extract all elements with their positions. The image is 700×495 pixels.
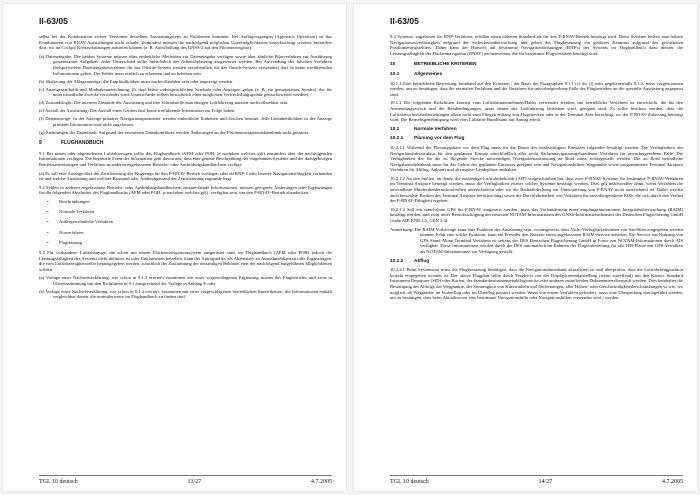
document-id: II-63/05: [39, 16, 68, 26]
section-title: FLUGHANDBUCH: [61, 140, 104, 147]
paragraph: 9.4 Systeme, zugelassen für RNP-Verfahren, erfüllen einen höheren Standard als für den P-RNAV-Betrieb benötigt wird. Diese Systeme liefern eine höhere Navigationszuverlässigkeit aufgrund der Sicherheitsüberwachung und geben der Flugbesatzung ein größeres Kenntnis aufgrund des geschätzten Positionierungsfehlers. Daher kann der Hinweis auf bestimmte Navigationsleistungen (RNP's) des Systems im Flughandbuch dazu dienen, die Leistungsfähigkeit der Flächennavigation (RNAV) nachzuweisen, die für bestimmte Flugverfahren benötigt wird.: [390, 34, 683, 56]
subsection-heading: [390, 72, 683, 78]
subsection-heading: [390, 136, 683, 142]
paragraph: 9.1 Bei neuen oder abgeänderten Luftfahrzeugen sollte das Flughandbuch (AFM oder POH, je nachdem welches gilt) zumindest über die nachfolgenden Informationen verfügen. Die begrenzte Form der Information geht davon aus, dass eine genaue Beschreibung der eingebauten Systeme und der dazugehörigen Betriebsanweisungen und Verfahren in anderen zugelassenen Betriebs- oder Ausbildungshandbüchern verfügt:: [39, 150, 332, 168]
page-footer: [390, 475, 683, 485]
section-number: 9: [39, 140, 42, 147]
section-title: Normale Verfahren: [414, 126, 457, 132]
bullet-item: • Flugleistung: [39, 240, 332, 246]
section-number: 10.2.1: [390, 136, 404, 142]
paragraph: 10.1.2 Die folgenden Richtlinien können vom Luftfahrtunternehmen/Halter verwendet werden, um betriebliche Verfahren zu entwickeln, die für den Anwendungszweck und die Randbedingungen, unter denen das Luftfahrzeug betrieben wird, geeignet sind. Es sollte beachtet werden, dass die Luftfahrtsicherheitsbeziehungen allein nicht zum Fliegen entlang von Flugstrecken oder in der Terminal Area berechtigt; wo der P-RNAV-Zulassung benötigt wird. Die Betriebsgenehmigung wird vom Luftfahrt-Bundesamt auf Antrag erteilt.: [390, 100, 683, 123]
section-title: Planung vor dem Flug: [414, 136, 465, 142]
section-title: Abflug: [414, 258, 430, 264]
page-content: [390, 34, 683, 304]
paragraph: (a) Es soll eine Aussage über die Zertifizierung des Flugzeugs für den P-RNAV-Betrieb vorliegen oder ob RNP-1 oder bessere Navigationsfähigkeit vorhanden ist und welche Ausrüstung und welcher Baustand oder Änderungsstand der Zertifizierung zugrunde liegt.: [39, 170, 332, 182]
page-footer: [39, 475, 332, 485]
bullet-item: • Außergewöhnliche Verfahren: [39, 219, 332, 225]
document-id: II-63/05: [390, 16, 419, 26]
bullet-item: • Beschränkungen: [39, 199, 332, 205]
list-item: (b) Vorlage einer Nachweiserklärung, wie schon in 8.1.2 erörtert, zusammen mit einer vorgeschlagenen betrieblichen Spezifikation, die Informationen enthält vergleichbar denen, die normalerweise im Flughandbuch zu finden sind.: [39, 288, 332, 300]
list-item: (a) Vorlage einer Nachweiserklärung, wie schon in 8.1.2 erörtert, zusammen mit einer vorgeschlagenen Ergänzung seitens des Flugbetriebs, und zwar in Übereinstimmung mit den Richtlinien in 9.1 entsprechend der Vorlage in Anhang E oder: [39, 275, 332, 286]
page-number: 14/27: [538, 479, 553, 485]
list-item: (a) Dateneingabe: Die beiden Systeme müssen über einheitliche Methoden zur Dateneingabe verfügen sowie über ähnliche Pilotverfahren zur Ausführung gemeinsamer Aufgaben. Jeder Unterschied sollte hinsichtlich der Arbeitsbelastung ausgewertet werden. Bei Anwendung der falschen Verfahren (beispielsweise Dateneingabeverfahren für das Offside-System werden versehentlich für das Onside-System verwendet) darf es keine irreführenden Informationen geben. Der Fehler muss einfach zu erkennen und zu beheben sein.: [39, 53, 332, 76]
section-heading: [390, 62, 683, 68]
paragraph: 10.2.2.1 Beim Systemstart muss die Flugbesatzung bestätigen, dass die Navigationsdatenbank aktualisiert ist und überprüfen, dass die Luftfahrzeugposition korrekt eingegeben worden ist. Der aktive Flugplan sollte durch Vergleich von der Displaykartendarstellung (wenn zutreffend) mit den Karten, Standard Instrument Departure (SID) oder Karten, der Standardinstrumentenabflugstrecke oder anderen zutreffenden Dokumenten überprüft werden. Dies beinhaltet die Bestätigung der Abfolge der Wegpunkte, der Stimmigkeit von Kurswinkeln und Entfernungen, aller Höhen- oder Geschwindigkeitsbeschränkungen so wie, wo möglich, ob Wegpunkte im Vorbeiflug oder im Überflug passiert werden. Wenn von einem Verfahren gefordert, muss eine Überprüfung durchgeführt werden, um zu bestätigen, dass beim Aktualisieren eine bestimmte Navigationshilfe oder Navigationshilfen verwendet wird / werden.: [390, 267, 683, 301]
list-item: (f) Datenanzeige: In der Anzeige primärer Navigationsparameter werden einheitliche Einheiten und Zeichen benutzt. Jede Uneinheitlichkeit in der Anzeige primärer Information wird nicht zugelassen.: [39, 116, 332, 127]
section-title: BETRIEBLICHE KRITERIEN: [414, 62, 477, 68]
bullet-item: • Normale Verfahren: [39, 209, 332, 215]
page-number: 13/27: [187, 479, 202, 485]
paragraph: selbst bei der Kombination zweier Versionen desselben Ausstattungstyps zu Problemen kommen. Bei Anflugvorgängen (Approach Operation) ist das Kombinieren von RNAV-Ausstattungen nicht erlaubt. Zumindest müssen die nachfolgend möglichen Unverträglichkeiten berücksichtigt werden, besonders dort, wo im Cockpit Kreuzschaltungen auftreten können (z. B. Aufschaltung des GNSS-2 auf den Pilotennavigator):: [39, 34, 332, 51]
list-item: (g) Änderungen der Datenbank: Aufgrund des erwarteten Datenkonfliktes werden Änderungen an der Flächennavigationsdatenbank nicht gestattet.: [39, 129, 310, 135]
section-number: 10: [390, 62, 396, 68]
list-item: (c) Anzeigesymbolik und Moduskennzeichnung: Es darf keine widersprüchlichen Symbole oder Anzeigen geben (z. B. ein gemeinsames Symbol, das für unterschiedliche Zwecke verwendet wird; Unterschiede sollten hinsichtlich einer möglichen Verwechslungsgefahr genau bewertet werden).: [39, 86, 332, 98]
paragraph: 10.2.1.2 An den Stellen, an denen die zuständige Luftfahrtbehörde (AIP) vorgeschrieben hat, dass zwei P-RNAV-Systeme für bestimmte P-RNAV-Verfahren im Terminal Airspace benötigt werden, muss die Verfügbarkeit zweier solcher Systeme bestätigt werden. Dies gilt insbesondere dann, wenn Verfahren die anwendbare Mindesthinderniskonfreiheit unterschreiten oder wo die Radarabdeckung zur Unterstützung von P-RNAV nicht ausreichend ist. Dabei werden auch besondere Risiken des Terminal Airspace berücksichtigt sowie die Durchführbarkeit von Verfahren für unvorhergesehene Fälle, die sich durch den Verlust der P-RNAV-Fähigkeit ergeben.: [390, 175, 683, 204]
paragraph: 9.3 Für vorhandene Luftfahrzeuge, die schon mit einem Flächennavigationssystem ausgerüstet sind, im Flughandbuch (AFM oder POH) jedoch die Leistungsfähigkeit des Systems nicht definiert ist oder Unklarheiten bestehen, kann der Antragsteller, als Alternative zu Ausnahmebilanzen oder Ergänzungen, die vom Luftfahrzeughersteller herausgegeben werden, schriftlich der Zustimmung der zuständigen Behörde, eine der nachfolgend aufgeführten Möglichkeiten wählen:: [39, 249, 332, 272]
section-number: 10.2: [390, 126, 400, 132]
bullet-item: • Notverfahren: [39, 230, 332, 236]
note-paragraph: Anmerkung: Die RAIM Vorhersage kann eine Funktion der Ausrüstung sein, vorausgesetzt, dass Nicht-Verfügbarkeitsdaten von Satelliten eingegeben werden können. Fehlt eine solche Funktion, kann ein Provider den Nutzern einen zugelassenen RAIM-Service anbieten. Ein Service zur Nutzung von GPS Stand Alone Terminal Verfahren ist seitens der DFS Deutschen Flugsicherung GmbH in Form von NOTAM-Informationen durch AIS verfügbar. Diese Informationen werden durch die DFS automatisch im Rahmen der Flugvorbereitung für alle IFR-Plätze mit GPS-Verfahren als NOTAM-Informationen zur Verfügung gestellt.: [390, 226, 683, 254]
bullet-list: [39, 199, 332, 245]
list-item: (e) Ausfall der Ausrüstung: Der Ausfall eines Gerätes darf keine irreführende Information zur Folge haben.: [39, 108, 236, 114]
paragraph: 10.2.1.1 Während der Planungsphase vor dem Flug muss für die Dauer des beabsichtigten Einsatzes folgendes bestätigt werden: Die Verfügbarkeit der Navigationsinfrastruktur für den geplanten Einsatz einschließlich aller nicht flächennavigationsgebundenen Verfahren für unvorhergesehene Fälle. Die Verfügbarkeit der für die zu fliegende Strecke notwendigen Navigationsausrüstung an Bord muss sichergestellt werden. Die an Bord befindliche Navigationsdatenbank muss für das Gebiet des geplanten Einsatzes geeignet sein und Navigationshilfen, Wegpunkte sowie programmierte Terminal Airspace Verfahren für Abflug, Ankunft und alternative Landeplätze enthalten.: [390, 144, 683, 173]
page-13: [3, 4, 346, 491]
footer-date: 4.7.2005: [661, 479, 683, 485]
paragraph: 9.2 Fehlen in anderen zugelassenen Betriebs- oder Ausbildungshandbüchern entsprechende Informationen, müssen geeignete Änderungen oder Ergänzungen für die folgenden Abschnitte des Flughandbuchs (AFM oder POH, je nachdem welches gilt), verfügbar sein, um den P-RNAV-Betrieb abzudecken.: [39, 184, 332, 196]
section-number: 10.2.2: [390, 258, 404, 264]
page-content: [39, 34, 332, 302]
footer-doc-name: TGL 10 deutsch: [39, 479, 78, 485]
footer-date: 4.7.2005: [310, 479, 332, 485]
paragraph: 10.2.1.3 Soll ein stand-alone GPS für P-RNAV eingesetzt werden, muss das Vorhandensein einer empfängerautonomen Integritätsüberwachung (RAIM) bestätigt werden, und zwar unter Berücksichtigung der neuesten NOTAM-Informationen des GNSS-Informationsdienstes der Deutschen Flugsicherung GmbH (siehe AIP, ENR 1.5, GEN 3.4).: [390, 206, 683, 224]
subsection-heading: [390, 259, 683, 265]
list-item: (b) Skalierung der Ablageanzeige: die Empfindlichkeit muss nachvollziehbar sein oder angezeigt werden.: [39, 78, 234, 84]
paragraph: 10.1.1 Eine betriebliche Bewertung, beinhand auf den Kriterien / der Basis der Paragraphen 8.1.1 (c) bis (f) oder gegebenenfalls 8.1.2, muss vorgenommen werden, um zu bestätigen, dass die normalen Verfahren und die Verfahren für unvorhergesehene Fälle des Flugbetriebes an die spezielle Ausrüstung angepasst sind.: [390, 80, 683, 97]
list-item: (d) Zustandslogik: Die internen Zustände der Ausrüstung und ihre Schnittstelle zum übrigen Luftfahrzeug müssen nachvollziehbar sein.: [39, 100, 289, 106]
section-title: Allgemeines: [414, 71, 443, 77]
section-number: 10.1: [390, 71, 400, 77]
page-14: [354, 4, 697, 491]
footer-doc-name: TGL 10 deutsch: [390, 479, 429, 485]
section-heading: [39, 141, 332, 147]
subsection-heading: [390, 127, 683, 133]
